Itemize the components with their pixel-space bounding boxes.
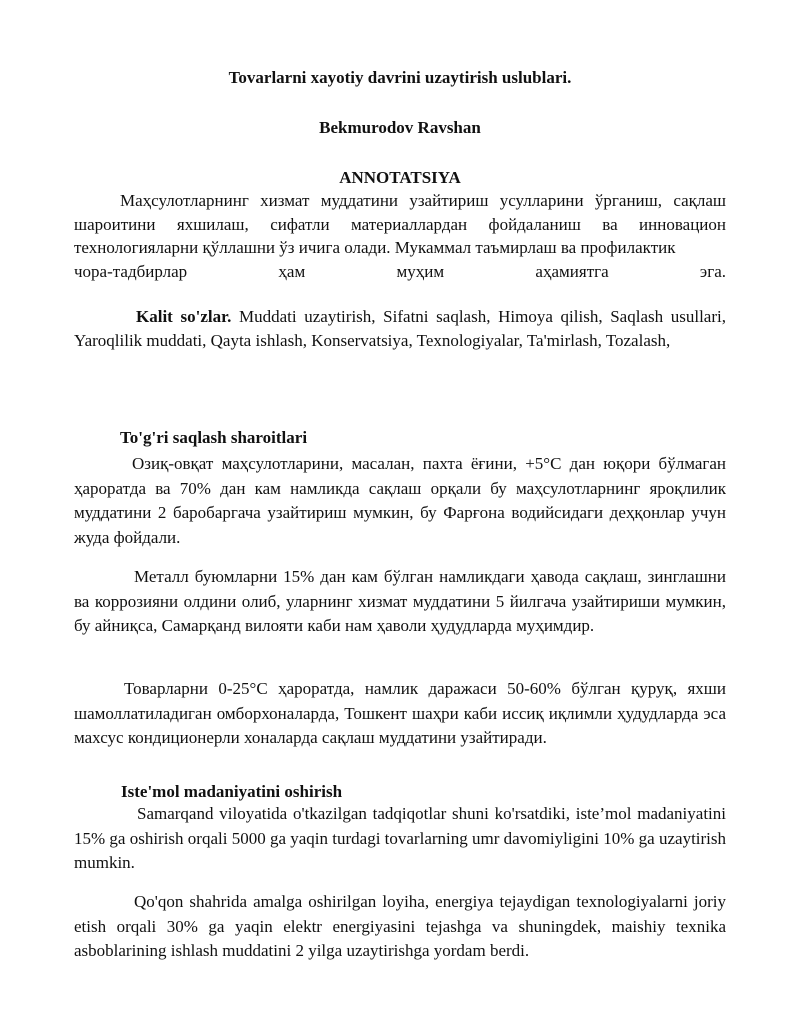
paragraph-storage-1: Озиқ-овқат маҳсулотларини, масалан, пахта ёғини, +5°C дан юқори бўлмаган ҳароратда ва 70% дан кам намликда сақлаш орқали бу маҳсулотларнинг яроқлилик муддатини 2 баробаргача узайтириш мумкин, бу Фарғона водийсидаги деҳқонлар учун жуда фойдали. bbox=[74, 454, 726, 547]
abstract-heading: ANNOTATSIYA bbox=[339, 168, 461, 187]
abstract-text: Маҳсулотларнинг хизмат муддатини узайтириш усулларини ўрганиш, сақлаш шароитини яхшилаш, сифатли материаллардан фойдаланиш ва инновацион технологияларни қўллашни ўз ичига олади. Мукаммал таъмирлаш ва профилактик bbox=[74, 191, 726, 257]
keywords-text: Muddati uzaytirish, Sifatni saqlash, Himoya qilish, Saqlash usullari, Yaroqlilik muddati, Qayta ishlash, Konservatsiya, Texnologiyalar, Ta'mirlash, Tozalash, bbox=[74, 307, 726, 350]
abstract-last-line: чора-тадбирлар ҳам муҳим аҳамиятга эга. bbox=[74, 262, 726, 281]
keywords-paragraph bbox=[74, 305, 726, 352]
paragraph-storage-2: Металл буюмларни 15% дан кам бўлган намликдаги ҳавода сақлаш, зинглашни ва коррозияни олдини олиб, уларнинг хизмат муддатини 5 йилгача узайтириши мумкин, бу айниқса, Самарқанд вилояти каби нам ҳаволи ҳудудларда муҳимдир. bbox=[74, 567, 726, 635]
paragraph-storage-3: Товарларни 0-25°C ҳароратда, намлик даражаси 50-60% бўлган қуруқ, яхши шамоллатиладиган омборхоналарда, Тошкент шаҳри каби иссиқ иқлимли ҳудудларда эса махсус кондиционерли хоналарда сақлаш муддатини узайтиради. bbox=[74, 679, 726, 747]
author-name: Bekmurodov Ravshan bbox=[319, 118, 481, 137]
section-heading-storage: To'g'ri saqlash sharoitlari bbox=[120, 428, 308, 447]
paragraph-consumption-1: Samarqand viloyatida o'tkazilgan tadqiqotlar shuni ko'rsatdiki, iste’mol madaniyatini 15% ga oshirish orqali 5000 ga yaqin turdagi tovarlarning umr davomiyligini 10% ga uzaytirish mumkin. bbox=[74, 804, 727, 872]
keywords-label: Kalit so'zlar. bbox=[136, 307, 232, 326]
paragraph-consumption-2: Qo'qon shahrida amalga oshirilgan loyiha, energiya tejaydigan texnologiyalarni joriy etish orqali 30% ga yaqin elektr energiyasini tejashga va shuningdek, maishiy texnika asboblarining ishlash muddatini 2 yilga uzaytirishga yordam berdi. bbox=[74, 892, 726, 960]
document-title: Tovarlarni xayotiy davrini uzaytirish uslublari. bbox=[228, 68, 572, 87]
section-heading-consumption: Iste'mol madaniyatini oshirish bbox=[121, 782, 343, 801]
